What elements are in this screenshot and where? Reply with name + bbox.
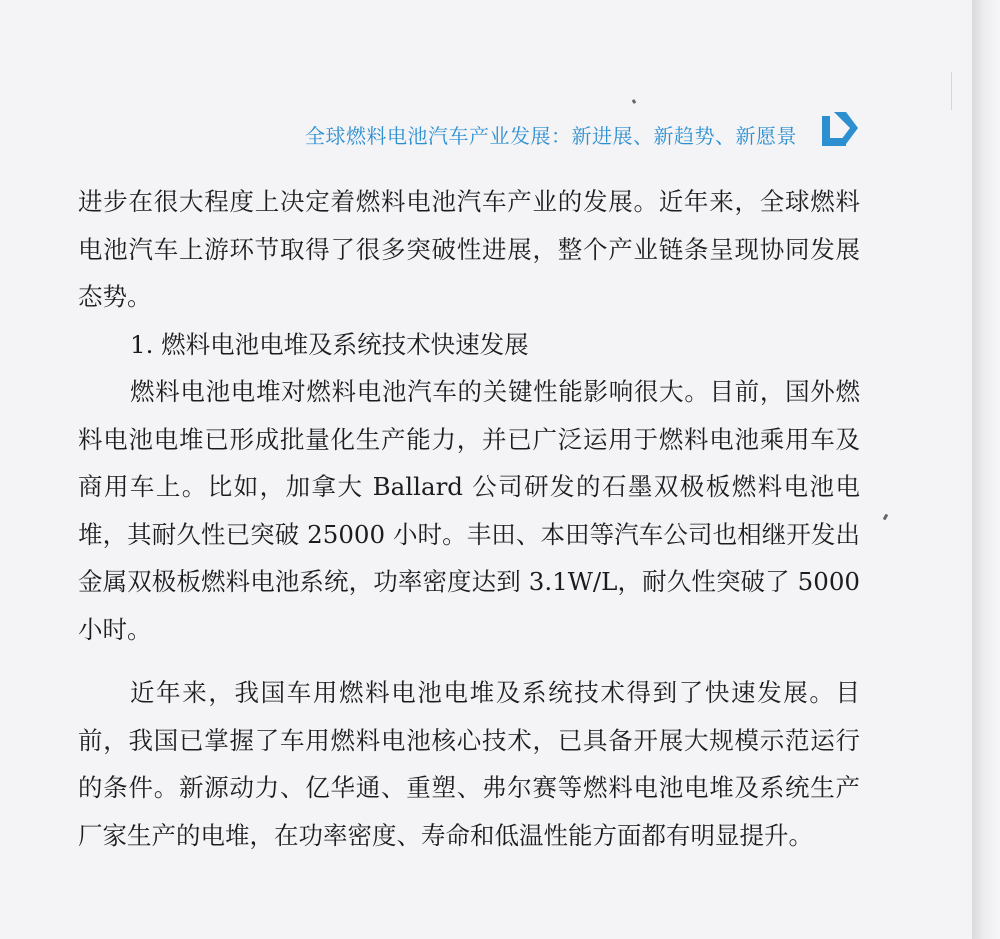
body-text — [78, 178, 860, 859]
continued-paragraph: 进步在很大程度上决定着燃料电池汽车产业的发展。近年来，全球燃料电池汽车上游环节取得了很多突破性进展，整个产业链条呈现协同发展态势。 — [78, 187, 860, 311]
print-speck — [883, 514, 889, 521]
section-heading: 1. 燃料电池电堆及系统技术快速发展 — [130, 329, 529, 359]
paragraph: 燃料电池电堆对燃料电池汽车的关键性能影响很大。目前，国外燃料电池电堆已形成批量化生产能力，并已广泛运用于燃料电池乘用车及商用车上。比如，加拿大 Ballard 公司研发的石墨双极板燃料电池电堆，其耐久性已突破 25000 小时。丰田、本田等汽车公司也相继开发出金属双极板燃料电池系统，功率密度达到 3.1W/L，耐久性突破了 5000 小时。 — [78, 377, 860, 644]
page-guide-line — [951, 72, 952, 110]
chapter-arrow-icon — [816, 108, 860, 150]
page-edge — [972, 0, 1000, 939]
print-speck — [632, 99, 637, 104]
paragraph: 近年来，我国车用燃料电池电堆及系统技术得到了快速发展。目前，我国已掌握了车用燃料电池核心技术，已具备开展大规模示范运行的条件。新源动力、亿华通、重塑、弗尔赛等燃料电池电堆及系统生产厂家生产的电堆，在功率密度、寿命和低温性能方面都有明显提升。 — [78, 678, 860, 850]
running-header: 全球燃料电池汽车产业发展：新进展、新趋势、新愿景 — [305, 124, 797, 148]
